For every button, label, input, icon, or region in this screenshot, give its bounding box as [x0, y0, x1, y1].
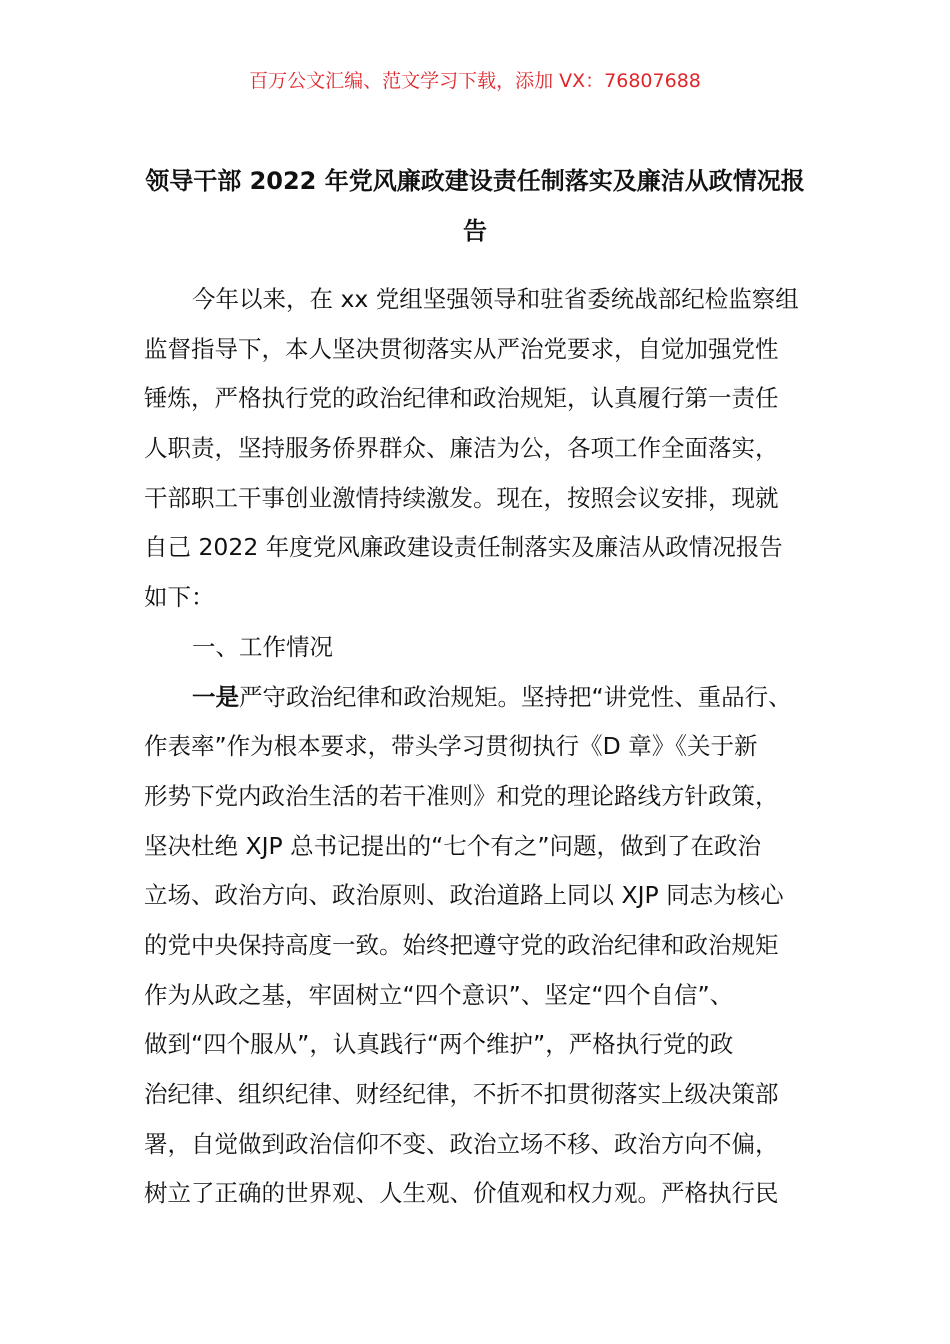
text-line — [144, 871, 824, 921]
text-line — [144, 722, 824, 772]
line-text: 锤炼，严格执行党的政治纪律和政治规矩，认真履行第一责任 — [144, 384, 779, 413]
line-text: 作为从政之基，牢固树立“四个意识”、坚定“四个自信”、 — [144, 980, 734, 1009]
document-title — [140, 156, 810, 256]
line-text: 的党中央保持高度一致。始终把遵守党的政治纪律和政治规矩 — [144, 930, 779, 959]
text-line — [144, 921, 824, 971]
text-line — [144, 1070, 824, 1120]
text-line — [144, 1120, 824, 1170]
line-text: 树立了正确的世界观、人生观、价值观和权力观。严格执行民 — [144, 1179, 779, 1208]
line-text: 立场、政治方向、政治原则、政治道路上同以 XJP 同志为核心 — [144, 881, 784, 910]
text-line — [144, 474, 824, 524]
text-line — [144, 374, 824, 424]
line-text: 严守政治纪律和政治规矩。坚持把“讲党性、重品行、 — [239, 682, 792, 711]
text-line — [144, 275, 824, 325]
line-text: 作表率”作为根本要求，带头学习贯彻执行《D 章》《关于新 — [144, 732, 758, 761]
line-text: 自己 2022 年度党风廉政建设责任制落实及廉洁从政情况报告 — [144, 533, 783, 562]
line-text: 人职责，坚持服务侨界群众、廉洁为公，各项工作全面落实， — [144, 434, 779, 463]
title-line-2: 告 — [463, 217, 487, 245]
line-text: 治纪律、组织纪律、财经纪律，不折不扣贯彻落实上级决策部 — [144, 1080, 779, 1108]
text-line — [144, 1169, 824, 1219]
line-text: 如下： — [144, 583, 215, 612]
text-line — [144, 523, 824, 573]
bold-lead: 一是 — [192, 682, 239, 711]
document-body — [144, 275, 824, 1219]
text-line — [144, 772, 824, 822]
text-line — [144, 573, 824, 623]
watermark-header: 百万公文汇编、范文学习下载，添加 VX：76807688 — [249, 70, 701, 92]
line-text: 署，自觉做到政治信仰不变、政治立场不移、政治方向不偏， — [144, 1129, 779, 1158]
text-line — [144, 673, 824, 723]
line-text: 干部职工干事创业激情持续激发。现在，按照会议安排，现就 — [144, 483, 779, 512]
text-line — [144, 424, 824, 474]
line-text: 一、工作情况 — [192, 632, 333, 661]
line-text: 监督指导下，本人坚决贯彻落实从严治党要求，自觉加强党性 — [144, 334, 779, 363]
line-text: 坚决杜绝 XJP 总书记提出的“七个有之”问题，做到了在政治 — [144, 831, 761, 860]
text-line — [144, 623, 824, 673]
text-line — [144, 822, 824, 872]
line-text: 做到“四个服从”，认真践行“两个维护”，严格执行党的政 — [144, 1030, 734, 1059]
title-line-1: 领导干部 2022 年党风廉政建设责任制落实及廉洁从政情况报 — [145, 167, 805, 195]
line-text: 今年以来，在 xx 党组坚强领导和驻省委统战部纪检监察组 — [192, 285, 799, 313]
text-line — [144, 325, 824, 375]
text-line — [144, 971, 824, 1021]
text-line — [144, 1020, 824, 1070]
line-text: 形势下党内政治生活的若干准则》和党的理论路线方针政策， — [144, 781, 779, 810]
